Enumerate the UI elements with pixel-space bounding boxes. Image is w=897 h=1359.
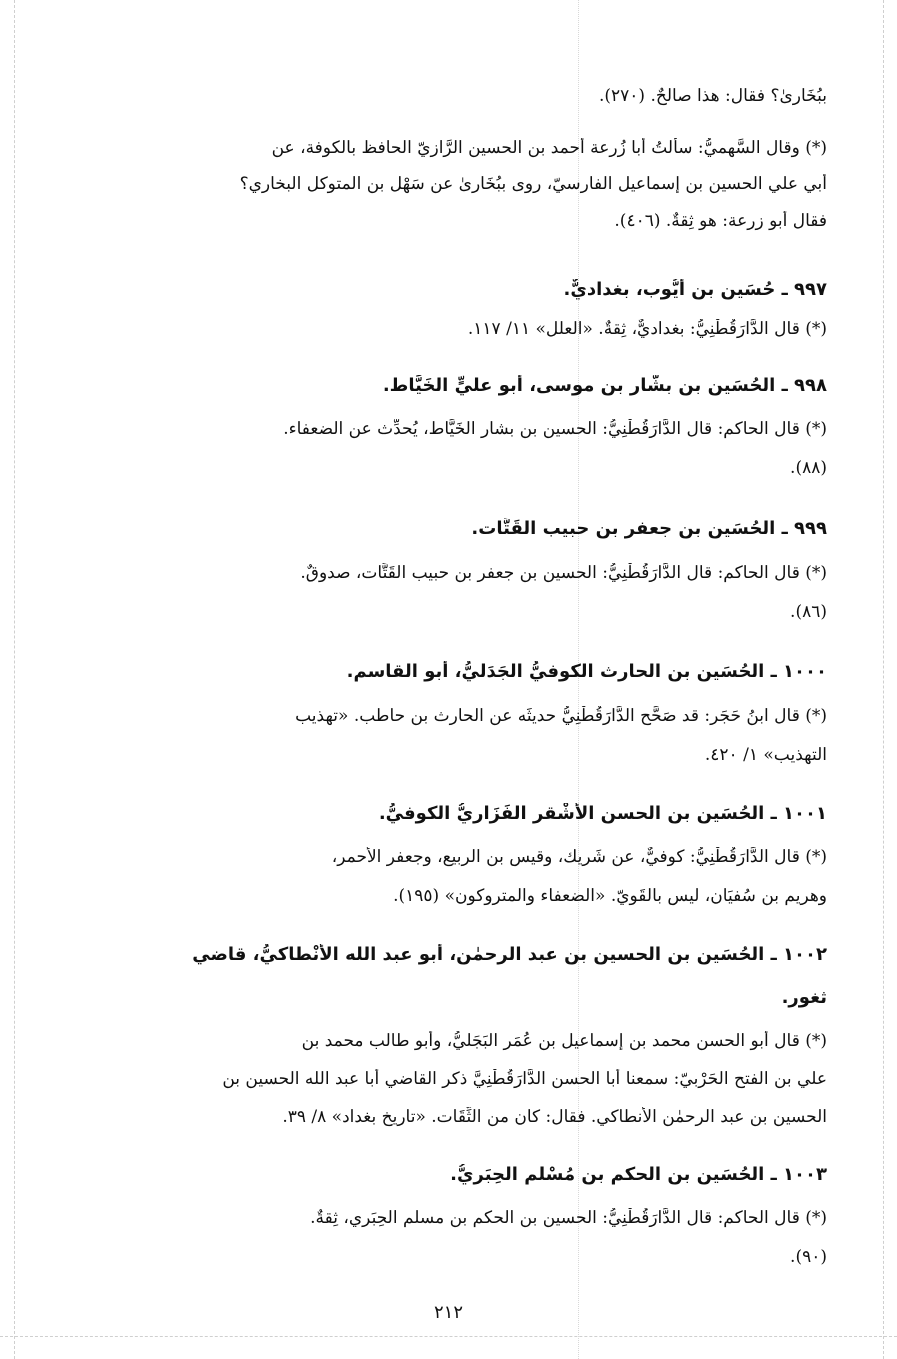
entry-heading-998: ٩٩٨ ـ الحُسَين بن بشَّار بن موسى، أبو عليٍّ الخَيَّاط. xyxy=(382,375,827,396)
text-line: (*) قال الدَّارَقُطْنِيُّ: كوفيٌّ، عن شَريك، وقيس بن الربيع، وجعفر الأحمر، xyxy=(331,847,827,867)
page-number: ٢١٢ xyxy=(433,1302,463,1323)
text-line: (*) وقال السَّهميُّ: سألتُ أبا زُرعة أحمد بن الحسين الرَّازيّ الحافظ بالكوفة، عن xyxy=(271,138,827,158)
text-line: (*) قال الحاكم: قال الدَّارَقُطْنِيُّ: الحسين بن جعفر بن حبيب القَتَّات، صدوقٌ. xyxy=(300,563,827,583)
entry-heading-1000: ١٠٠٠ ـ الحُسَين بن الحارث الكوفيُّ الجَدَليُّ، أبو القاسم. xyxy=(346,661,827,682)
entry-heading-1002-cont: ثغور. xyxy=(781,987,827,1008)
text-line: ببُخَارىٰ؟ فقال: هذا صالحٌ. (٢٧٠). xyxy=(598,86,827,106)
text-line: (*) قال ابنُ حَجَر: قد صَحَّح الدَّارَقُطْنِيُّ حديثَه عن الحارث بن حاطب. «تهذيب xyxy=(295,706,827,726)
text-line: فقال أبو زرعة: هو ثِقةٌ. (٤٠٦). xyxy=(614,211,827,231)
text-line: (٨٦). xyxy=(790,602,827,622)
scan-border-bottom xyxy=(0,1336,897,1337)
text-line: (*) قال الحاكم: قال الدَّارَقُطْنِيُّ: الحسين بن الحكم بن مسلم الحِبَري، ثِقةٌ. xyxy=(310,1208,827,1228)
entry-heading-1002: ١٠٠٢ ـ الحُسَين بن الحسين بن عبد الرحمٰن، أبو عبد الله الأنْطاكيُّ، قاضي xyxy=(192,944,827,965)
entry-heading-1001: ١٠٠١ ـ الحُسَين بن الحسن الأشْقر الفَزَاريُّ الكوفيُّ. xyxy=(378,803,827,824)
text-line: (٩٠). xyxy=(790,1247,827,1267)
text-line: وهريم بن سُفيَان، ليس بالقَويّ. «الضعفاء والمتروكون» (١٩٥). xyxy=(393,886,827,906)
entry-heading-997: ٩٩٧ ـ حُسَين بن أيُّوب، بغداديٌّ. xyxy=(563,279,827,300)
text-line: الحسين بن عبد الرحمٰن الأنطاكي. فقال: كان من الثِّقَات. «تاريخ بغداد» ٨/ ٣٩. xyxy=(282,1107,827,1127)
text-line: (*) قال الدَّارَقُطْنِيُّ: بغداديٌّ، ثِقةٌ. «العلل» ١١/ ١١٧. xyxy=(467,319,827,339)
text-line: أبي علي الحسين بن إسماعيل الفارسيّ، روى ببُخَارىٰ عن سَهْل بن المتوكل البخاري؟ xyxy=(239,174,827,194)
text-line: التهذيب» ١/ ٤٢٠. xyxy=(704,745,827,765)
scan-border-right xyxy=(883,0,884,1359)
text-line: علي بن الفتح الحَرْبيّ: سمعنا أبا الحسن الدَّارَقُطْنِيَّ ذكر القاضي أبا عبد الله الحسين بن xyxy=(222,1069,827,1089)
entry-heading-1003: ١٠٠٣ ـ الحُسَين بن الحكم بن مُسْلم الحِبَريُّ. xyxy=(450,1164,827,1185)
text-line: (*) قال أبو الحسن محمد بن إسماعيل بن عُمَر البَجَليُّ، وأبو طالب محمد بن xyxy=(301,1031,827,1051)
text-line: (٨٨). xyxy=(790,458,827,478)
text-line: (*) قال الحاكم: قال الدَّارَقُطْنِيُّ: الحسين بن بشار الخَيَّاط، يُحدِّث عن الضعفاء. xyxy=(283,419,827,439)
scan-border-left xyxy=(14,0,15,1359)
entry-heading-999: ٩٩٩ ـ الحُسَين بن جعفر بن حبيب القَتَّات. xyxy=(471,518,827,539)
